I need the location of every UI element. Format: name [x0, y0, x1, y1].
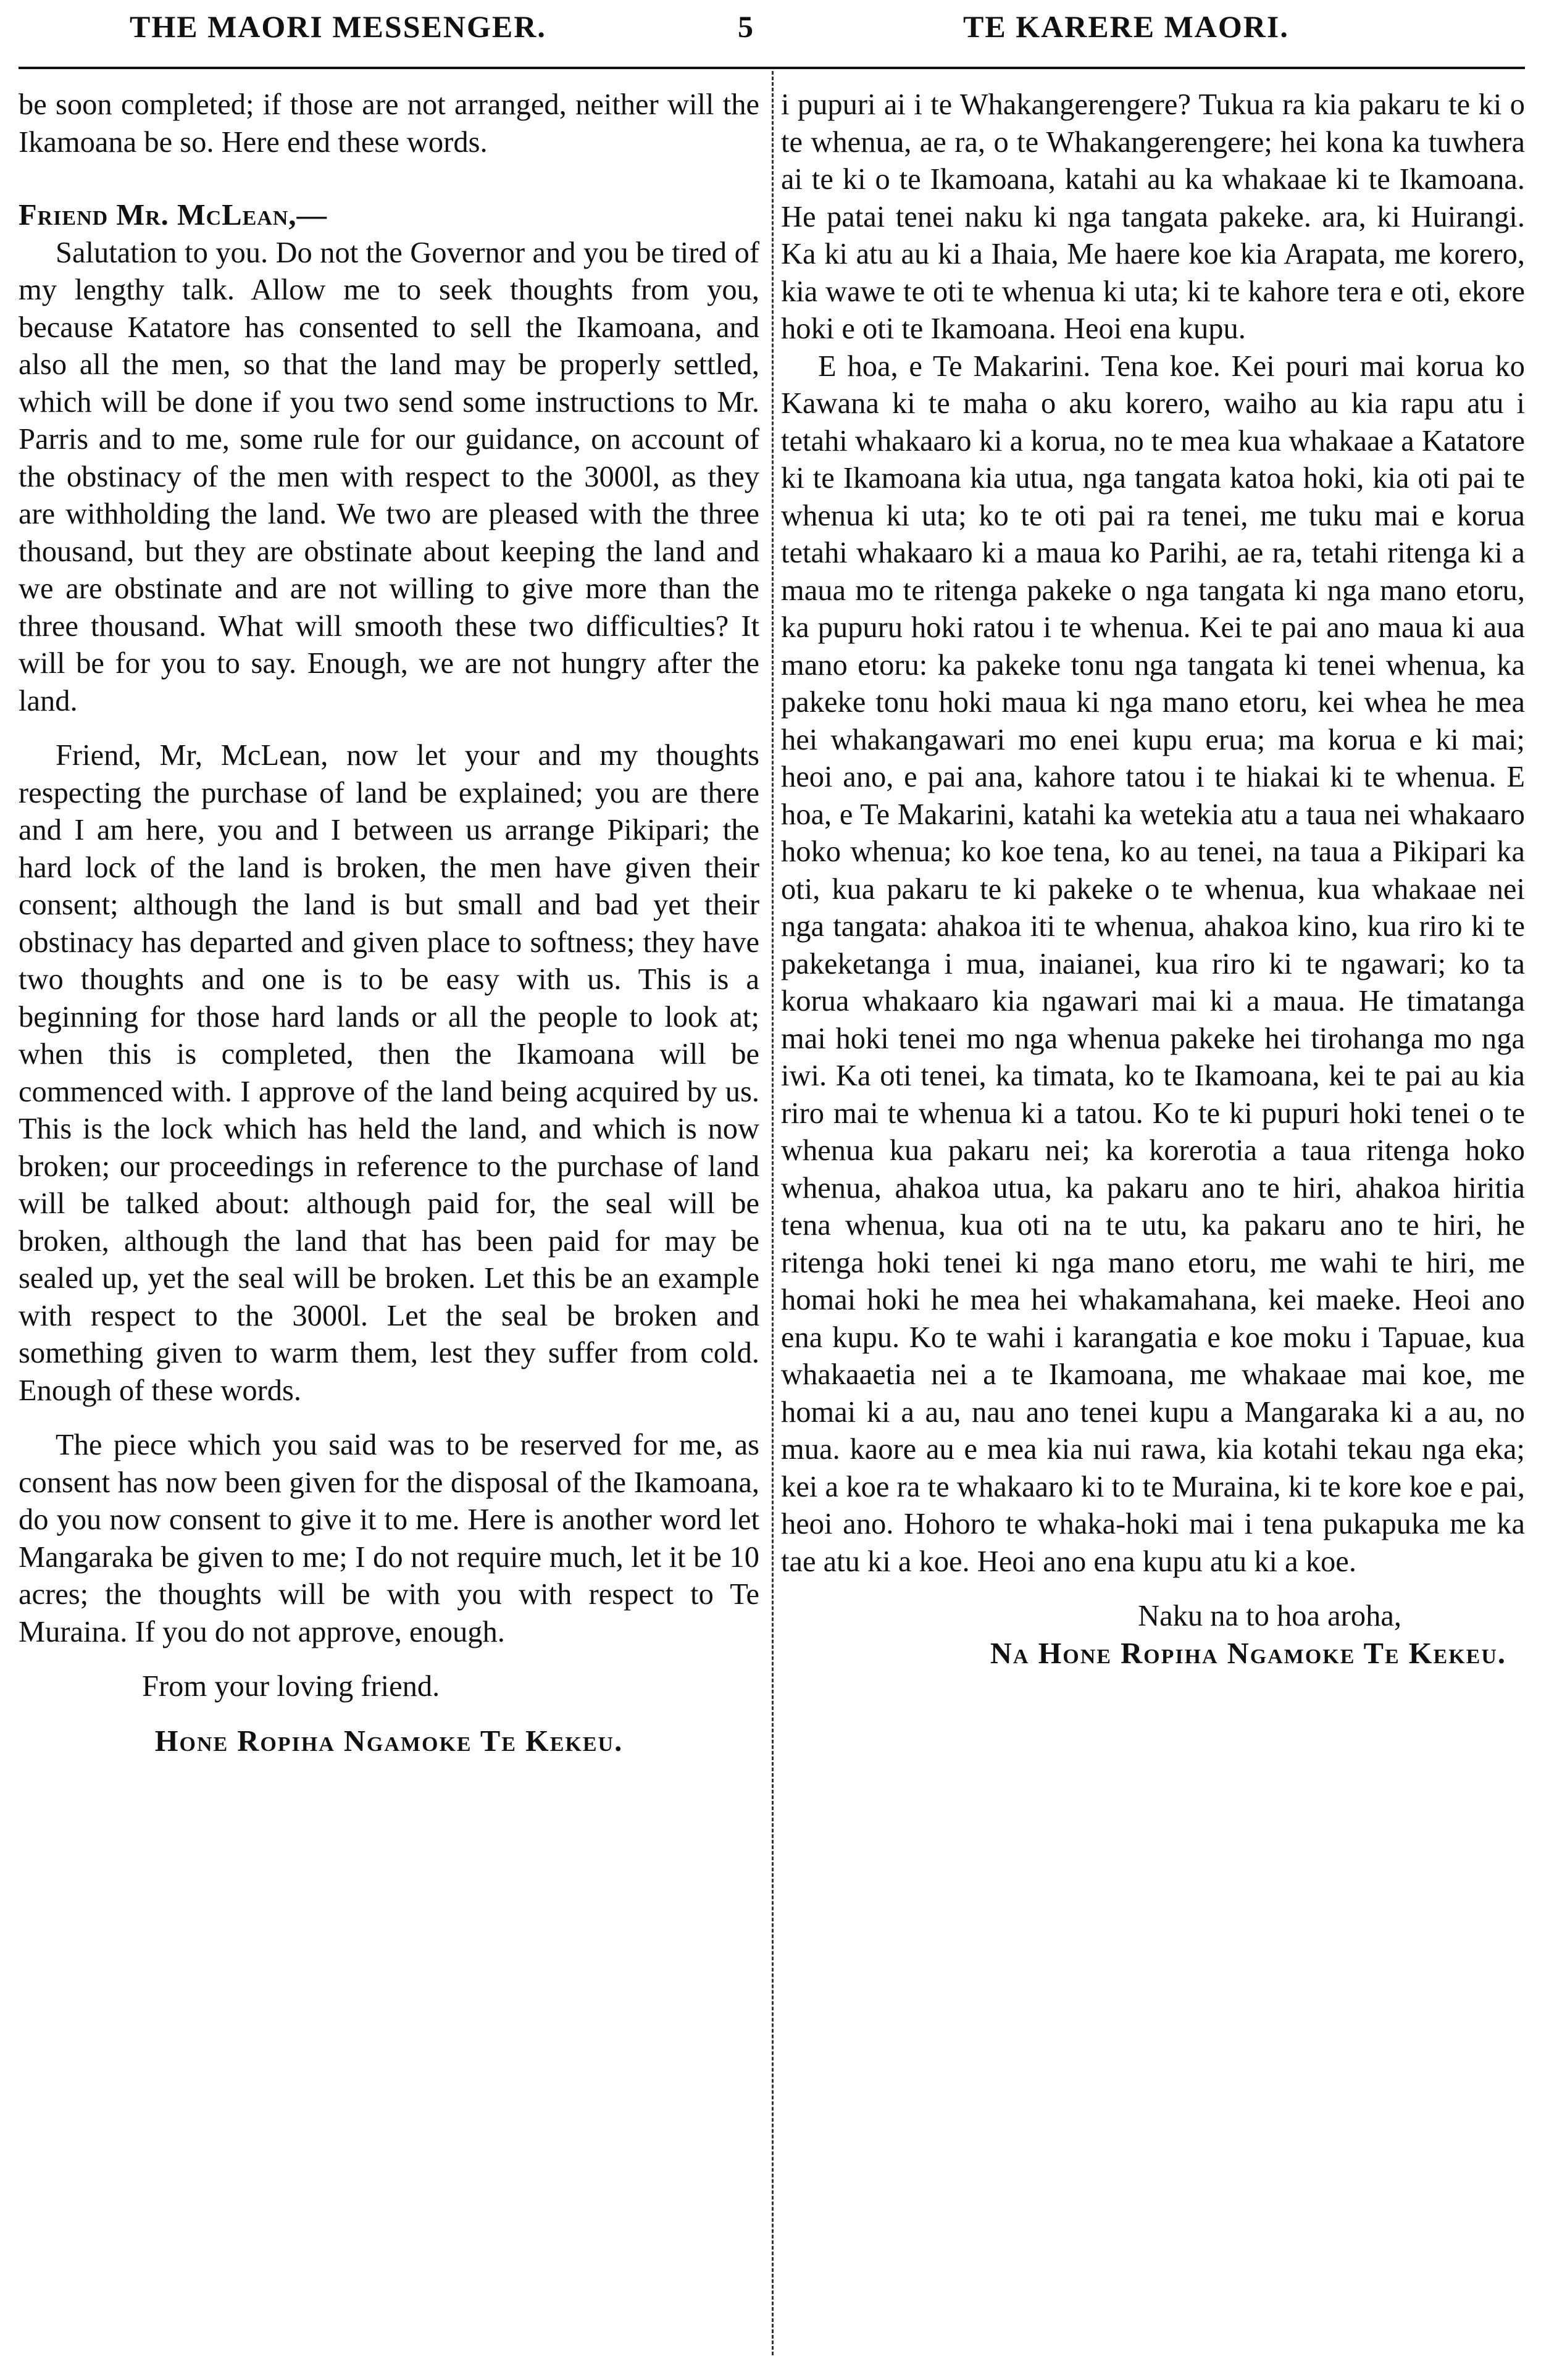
- page-header: [0, 0, 1549, 68]
- english-column: [19, 86, 759, 1760]
- signature: Hone Ropiha Ngamoke Te Kekeu.: [154, 1724, 624, 1758]
- closing-line: From your loving friend.: [142, 1670, 440, 1703]
- masthead-english: THE MAORI MESSENGER.: [130, 9, 546, 44]
- paragraph: Friend, Mr, McLean, now let your and my thoughts respecting the purchase of land be explained; you are there and I am here, you and I between us arrange Pikipari; the hard lock of the land is broken, the men have given their consent; although the land is but small and bad yet their obstinacy has departed and given place to softness; they have two thoughts and one is to be easy with us. This is a beginning for those hard lands or all the people to look at; when this is completed, then the Ikamoana will be commenced with. I approve of the land being acquired by us. This is the lock which has held the land, and which is now broken; our proceedings in reference to the purchase of land will be talked about: although paid for, the seal will be broken, although the land that has been paid for may be sealed up, yet the seal will be broken. Let this be an example with respect to the 3000l. Let the seal be broken and something given to warm them, lest they suffer from cold. Enough of these words.: [19, 739, 759, 1407]
- paragraph: The piece which you said was to be reserved for me, as consent has now been given for the disposal of the Ikamoana, do you now consent to give it to me. Here is another word let Mangaraka be given to me; I do not require much, let it be 10 acres; the thoughts will be with you with respect to Te Muraina. If you do not approve, enough.: [19, 1429, 759, 1648]
- column-divider: [772, 71, 774, 2355]
- salutation: Friend Mr. McLean,—: [19, 199, 327, 232]
- paragraph: E hoa, e Te Makarini. Tena koe. Kei pouri mai korua ko Kawana ki te maha o aku korero, waiho au kia rapu atu i tetahi whakaaro ki a korua, no te mea kua whakaae a Katatore ki te Ikamoana kia utua, nga tangata katoa hoki, kia oti pai te whenua ki uta; ko te oti pai ra tenei, me tuku mai e korua tetahi whakaaro ki a maua ko Parihi, ae ra, tetahi ritenga ki a maua mo te ritenga pakeke o nga tangata ki nga mano etoru, ka pupuru hoki ratou i te whenua. Kei te pai ano maua ki aua mano etoru: ka pakeke tonu nga tangata ki tenei whenua, ka pakeke tonu hoki maua ki nga mano etoru, kei whea he mea hei whakangawari mo enei kupu erua; ma korua e ki mai; heoi ano, e pai ana, kahore tatou i te hiakai ki te whenua. E hoa, e Te Makarini, katahi ka wetekia atu a taua nei whakaaro hoko whenua; ko koe tena, ko au tenei, na taua a Pikipari ka oti, kua pakaru te ki pakeke o te whenua, kua whakaae nei nga tangata: ahakoa iti te whenua, ahakoa kino, kua riro ki te pakeketanga i mua, inaianei, kua riro ki te ngawari; ko ta korua whakaaro kia ngawari mai ki a maua. He timatanga mai hoki tenei mo nga whenua pakeke hei tirohanga mo nga iwi. Ka oti tenei, ka timata, ko te Ikamoana, kei te pai au kia riro mai te whenua ki a tatou. Ko te ki pupuri hoki tenei o te whenua kua pakaru nei; ka korerotia a taua ritenga hoko whenua, ahakoa utua, ka pakaru ano te hiri, ahakoa hiritia tena whenua, kua oti na te utu, ka pakaru ano te hiri, he ritenga hoki tenei ki nga mano etoru, me wahi te hiri, me homai hoki he mea hei whakamahana, kei maeke. Heoi ano ena kupu. Ko te wahi i karangatia e koe moku i Tapuae, kua whakaaetia nei a te Ikamoana, me whakaae mai koe, me homai ki a au, nau ano tenei kupu a Mangaraka ki a au, no mua. kaore au e mea kia nui rawa, kia kotahi tekau nga eka; kei a koe ra te whakaaro ki to te Muraina, ki te kore koe e pai, heoi ano. Hohoro te whaka-hoki mai i tena pukapuka me ka tae atu ki a koe. Heoi ano ena kupu atu ki a koe.: [781, 349, 1525, 1578]
- header-rule: [19, 67, 1525, 69]
- paragraph: Salutation to you. Do not the Governor and you be tired of my lengthy talk. Allow me to seek thoughts from you, because Katatore has consented to sell the Ikamoana, and also all the men, so that the land may be properly settled, which will be done if you two send some instructions to Mr. Parris and to me, some rule for our guidance, on account of the obstinacy of the men with respect to the 3000l, as they are withholding the land. We two are pleased with the three thousand, but they are obstinate about keeping the land and we are obstinate and are not willing to give more than the three thousand. What will smooth these two difficulties? It will be for you to say. Enough, we are not hungry after the land.: [19, 236, 759, 717]
- closing-line: Naku na to hoa aroha,: [1138, 1600, 1401, 1632]
- signature: Na Hone Ropiha Ngamoke Te Kekeu.: [990, 1637, 1506, 1670]
- paragraph: be soon completed; if those are not arranged, neither will the Ikamoana be so. Here end these words.: [19, 88, 759, 159]
- masthead-maori: TE KARERE MAORI.: [963, 9, 1289, 44]
- maori-column: [781, 86, 1525, 1672]
- paragraph: i pupuri ai i te Whakangerengere? Tukua ra kia pakaru te ki o te whenua, ae ra, o te Whakangerengere; hei kona ka tuwhera ai te ki o te Ikamoana, katahi au ka whakaae ki te Ikamoana. He patai tenei naku ki nga tangata pakeke. ara, ki Huirangi. Ka ki atu au ki a Ihaia, Me haere koe kia Arapata, me korero, kia wawe te oti te whenua ki uta; ki te kahore tera e oti, ekore hoki e oti te Ikamoana. Heoi ena kupu.: [781, 88, 1525, 345]
- page-number: 5: [738, 9, 754, 44]
